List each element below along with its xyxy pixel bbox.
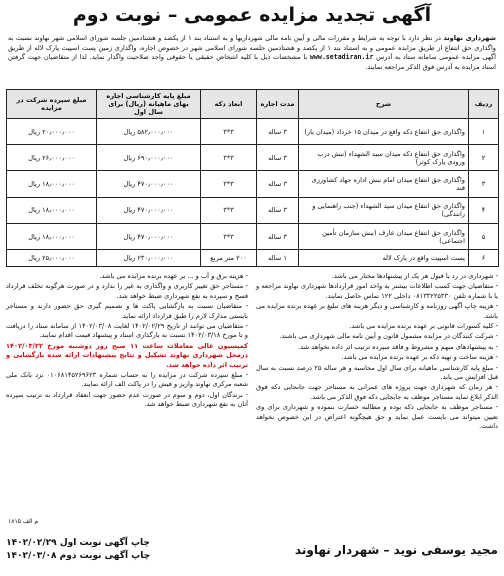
cell-duration: ۳ ساله bbox=[257, 119, 299, 145]
cell-deposit: ۲۶٫۰۰۰٫۰۰۰ ریال bbox=[7, 145, 97, 171]
cell-dims: ۲۰۰ متر مربع bbox=[201, 250, 257, 267]
intro-text-2: با مشخصات ذیل با کلیه اشخاص حقیقی یا حقوقی واجد صلاحیت واگذار نماید. لذا از متقاضیان جهت گرفتن اسناد مزایده به آدرس فوق الذکر مراجعه نمایند. bbox=[8, 53, 496, 71]
term-item: - مستاجر موظف به جابجایی دکه بوده و مطالبه خسارت ننموده و شهرداری برای وی تعیین میتواند می بایست عمل نماید و حق هیچگونه اعتراض در این خصوص نخواهد داشت. bbox=[256, 403, 498, 431]
cell-duration: ۳ ساله bbox=[257, 197, 299, 223]
term-item: - هزینه چاپ آگهی روزنامه و کارشناسی و دیگر هزینه های تبلیغ بر عهده برنده مزایده می باشد. bbox=[256, 302, 498, 320]
cell-base: ۴۷۰٫۰۰۰٫۰۰۰ ریال bbox=[97, 197, 201, 223]
cell-no: ۲ bbox=[469, 145, 499, 171]
cell-base: ۲۳۰٫۰۰۰٫۰۰۰ ریال bbox=[97, 250, 201, 267]
term-item: - مبلغ پایه کارشناسی ماهیانه برای سال اول محاسبه و هر ساله ۲۵ درصد نسبت به سال قبل افزایش می یابد. bbox=[256, 363, 498, 382]
term-item: - هزینه ساخت و تهیه دکه بر عهده برنده مزایده می باشد. bbox=[341, 353, 498, 362]
cell-base: ۴۷۰٫۰۰۰٫۰۰۰ ریال bbox=[97, 171, 201, 197]
table-row bbox=[7, 250, 499, 267]
cell-no: ۴ bbox=[469, 197, 499, 223]
col-desc: شرح bbox=[299, 90, 469, 119]
cell-dims: ۳*۳ bbox=[201, 145, 257, 171]
notice-title: آگهی تجدید مزایده عمومی – نوبت دوم bbox=[72, 4, 432, 26]
term-item: - به پیشنهادهای مبهم و مشروط و فاقد سپرده ترتیب اثر داده نخواهد شد. bbox=[298, 342, 498, 351]
term-item: - مستاجر حق تغییر کاربری و واگذاری به غیر را ندارد و در صورت هرگونه تخلف قرارداد فسخ و سپرده به نفع شهرداری ضبط خواهد شد. bbox=[6, 282, 248, 300]
cell-duration: ۳ ساله bbox=[257, 145, 299, 171]
terms-column-right bbox=[256, 272, 498, 527]
cell-duration: ۳ ساله bbox=[257, 223, 299, 249]
cell-desc: واگذاری حق انتفاع میدان عارف (نبش سازمان تأمین اجتماعی) bbox=[299, 223, 469, 249]
cell-base: ۵۸۲٫۰۰۰٫۰۰۰ ریال bbox=[97, 119, 201, 145]
intro-paragraph bbox=[8, 34, 496, 72]
col-row: ردیف bbox=[469, 90, 499, 119]
table-row bbox=[7, 171, 499, 197]
table-row bbox=[7, 197, 499, 223]
col-dims: ابعاد دکه bbox=[201, 90, 257, 119]
cell-deposit: ۲۵٫۰۰۰٫۰۰۰ ریال bbox=[7, 250, 97, 267]
col-base: مبلغ پایه کارشناسی اجاره بهای ماهیانه (ریال) برای سال اول bbox=[97, 90, 201, 119]
term-item-commission: کمیسیون عالی معاملات ساعت ۱۱ صبح روز دوشنبه مورخ ۱۴۰۲/۰۳/۲۲ درمحل شهرداری نهاوند تشکیل و نتایج پیشنهادات ارائه شده بازگشایی و ترتیب اثر داده خواهد شد. bbox=[6, 341, 248, 369]
notice-footer bbox=[6, 530, 498, 570]
term-item-dates: - متقاضیان می توانند از تاریخ ۱۴۰۲/۰۲/۲۹ لغایت ۱۴۰۲/۰۳/۰۸ از سامانه ستاد را دریافت و تا مورخ ۱۴۰۲/۰۳/۱۸ نسبت به بارگذاری اسناد و پیشنهاد قیمت اقدام نمایند. bbox=[6, 322, 249, 340]
table-row bbox=[7, 223, 499, 249]
table-row bbox=[7, 145, 499, 171]
tender-table bbox=[6, 89, 499, 267]
term-item: - کلیه کسورات قانونی بر عهده برنده مزایده می باشد. bbox=[349, 322, 498, 331]
cell-no: ۱ bbox=[469, 119, 499, 145]
terms-section bbox=[6, 272, 498, 527]
notice-code: ۱۸۱۵ م الف bbox=[8, 518, 39, 525]
cell-deposit: ۲۰٫۰۰۰٫۰۰۰ ریال bbox=[7, 119, 97, 145]
cell-deposit: ۱۸٫۰۰۰٫۰۰۰ ریال bbox=[7, 223, 97, 249]
cell-dims: ۳*۳ bbox=[201, 171, 257, 197]
publish-date-first: چاپ آگهی نوبت اول ۱۴۰۲/۰۲/۲۹ bbox=[6, 538, 150, 548]
org-name: شهرداری نهاوند bbox=[443, 34, 497, 42]
cell-dims: ۳*۳ bbox=[201, 119, 257, 145]
cell-no: ۵ bbox=[469, 223, 499, 249]
term-item: - هر زمان که شهرداری جهت پروژه های عمرانی به مستاجر جهت جابجایی دکه فوق الذکر ابلاغ نماید مستاجر موظف به جابجایی دکه فوق الذکر می باشد. bbox=[256, 383, 498, 401]
setad-url[interactable]: www.setadiran.ir bbox=[309, 53, 374, 62]
intro-text: در نظر دارد با توجه به شرایط و مقررات مالی و آیین نامه مالی شهرداریها و به استناد بند ۱ از یکصد و هشتادمین جلسه شورای اسلامی شهر نهاوند نسبت به واگذاری حق انتفاع از طریق مزایده عمومی و به استناد بند ۱ از یکصد و هشتادمین جلسه شورای اسلامی شهر در خصوص اجاره، واگذاری زمین پست اسپیت پارک لاله از طریق آگهی مزایده عمومی سامانه ستاد به آدرس bbox=[8, 34, 497, 62]
cell-desc: واگذاری حق انتفاع دکه واقع در میدان ۱۵ خرداد (میدان بار) bbox=[299, 119, 469, 145]
mayor-signature: مجید یوسفی نوید – شهردار نهاوند bbox=[294, 543, 498, 557]
table-row bbox=[7, 119, 499, 145]
cell-duration: ۱ ساله bbox=[257, 250, 299, 267]
table-header-row bbox=[7, 90, 499, 119]
term-item: - هزینه برق و آب و ... بر عهده برنده مزایده می باشد. bbox=[99, 272, 248, 280]
cell-deposit: ۱۸٫۰۰۰٫۰۰۰ ریال bbox=[7, 197, 97, 223]
cell-no: ۶ bbox=[469, 250, 499, 267]
col-duration: مدت اجاره bbox=[257, 90, 299, 119]
publish-dates bbox=[6, 537, 150, 563]
cell-dims: ۳*۳ bbox=[201, 223, 257, 249]
cell-desc: پست اسپیت واقع در پارک لاله bbox=[299, 250, 469, 267]
terms-column-left bbox=[6, 272, 248, 527]
cell-duration: ۳ ساله bbox=[257, 171, 299, 197]
cell-no: ۳ bbox=[469, 171, 499, 197]
cell-desc: واگذاری حق انتفاع دکه میدان سید الشهداء (نبش درب ورودی پارک کوثر) bbox=[299, 145, 469, 171]
cell-base: ۴۷۰٫۰۰۰٫۰۰۰ ریال bbox=[97, 223, 201, 249]
term-item: - متقاضیان جهت کسب اطلاعات بیشتر به واحد امور قراردادها شهرداری نهاوند مراجعه و یا با شماره تلفن ۰۸۱۳۳۲۲۵۳۳۰ داخلی ۱۲۲ تماس حاصل نمایند. bbox=[256, 282, 498, 300]
term-item: - متقاضیان نسبت به بازگشایی پاکت ها و تصمیم گیری حق حضور دارند و مستاجر بایستی مدارک لازم را طبق قرارداد ارائه نماید. bbox=[6, 302, 248, 320]
cell-base: ۶۹۰٫۰۰۰٫۰۰۰ ریال bbox=[97, 145, 201, 171]
cell-dims: ۳*۳ bbox=[201, 197, 257, 223]
publish-date-second: چاپ آگهی نوبت دوم ۱۴۰۲/۰۳/۰۸ bbox=[6, 551, 151, 561]
term-item-account: - مبلغ سپرده شرکت در مزایده را به حساب شماره ۰۱۰۶۸۱۴۵۲۶۹۶۲۳ نزد بانک ملی شعبه مرکزی نهاوند واریز و فیش را در پاکت الف ارائه نمایند. bbox=[6, 371, 248, 389]
col-deposit: مبلغ سپرده شرکت در مزایده bbox=[7, 90, 97, 119]
cell-deposit: ۱۸٫۰۰۰٫۰۰۰ ریال bbox=[7, 171, 97, 197]
term-item: - شهرداری در رد یا قبول هر یک از پیشنهادها مختار می باشد. bbox=[331, 272, 498, 280]
cell-desc: واگذاری حق انتفاع میدان سید الشهداء (جنب راهنمایی و رانندگی) bbox=[299, 197, 469, 223]
term-item: - شرکت کنندگان در مزایده مشمول قانون و آیین نامه مالی شهرداری می باشند. bbox=[279, 332, 498, 341]
term-item: - برندگان اول، دوم و سوم در صورت عدم حضور جهت انعقاد قرارداد به ترتیب سپرده آنان به نفع شهرداری ضبط خواهد شد. bbox=[6, 390, 248, 409]
cell-desc: واگذاری حق انتفاع میدان امام نبش اداره جهاد کشاورزی قند bbox=[299, 171, 469, 197]
